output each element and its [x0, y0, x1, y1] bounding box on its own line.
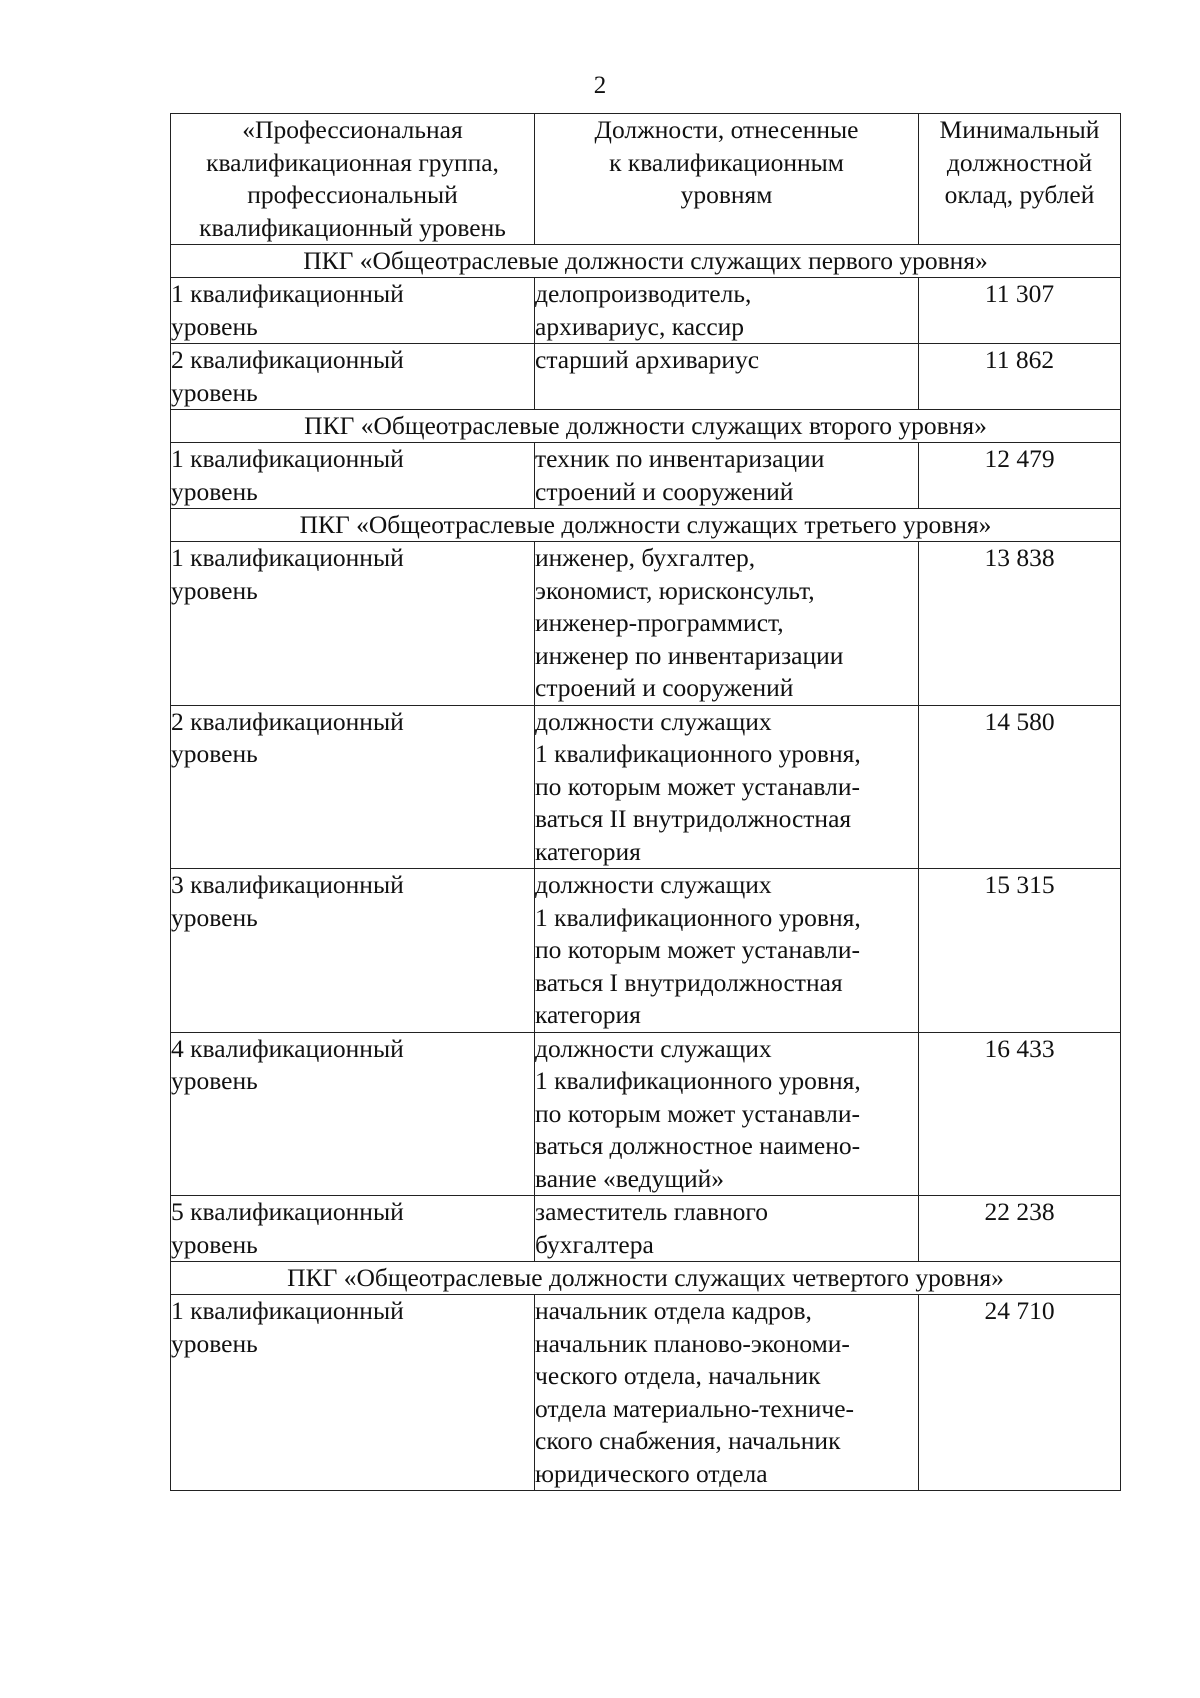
table-row — [171, 344, 1121, 410]
min-salary-cell: 11 862 — [919, 344, 1121, 410]
position-line: по которым может устанавли- — [535, 771, 860, 801]
qualification-level-line: 2 квалификационный — [171, 345, 404, 374]
positions-cell — [535, 869, 919, 1033]
position-line: ваться II внутридолжностная — [535, 804, 852, 833]
group-title: ПКГ «Общеотраслевые должности служащих второго уровня» — [171, 410, 1121, 443]
positions-cell — [535, 443, 919, 509]
group-header-row — [171, 245, 1121, 278]
qualification-level-cell — [171, 278, 535, 344]
position-line: старший архивариус — [535, 345, 760, 374]
qualification-level-line: уровень — [171, 1066, 258, 1095]
qualification-level-cell — [171, 869, 535, 1033]
header-line: Должности, отнесенные — [594, 115, 859, 144]
table-row — [171, 1295, 1121, 1491]
header-line: уровням — [680, 180, 773, 209]
qualification-level-line: 5 квалификационный — [171, 1197, 404, 1226]
header-qualification-group — [171, 114, 535, 245]
header-line: квалификационный уровень — [199, 212, 506, 242]
qualification-level-cell — [171, 1196, 535, 1262]
page-number: 2 — [593, 72, 607, 99]
group-title: ПКГ «Общеотраслевые должности служащих первого уровня» — [171, 245, 1121, 278]
group-title: ПКГ «Общеотраслевые должности служащих четвертого уровня» — [171, 1262, 1121, 1295]
qualification-level-line: 1 квалификационный — [171, 1296, 404, 1325]
position-line: ского снабжения, начальник — [535, 1426, 841, 1455]
salary-table — [170, 113, 1121, 1491]
table-header-row — [171, 114, 1121, 245]
qualification-level-cell — [171, 344, 535, 410]
positions-cell — [535, 1295, 919, 1491]
min-salary-cell: 24 710 — [919, 1295, 1121, 1491]
header-line: Минимальный — [939, 115, 1100, 144]
qualification-level-cell — [171, 705, 535, 869]
position-line: категория — [535, 836, 641, 866]
position-line: вание «ведущий» — [535, 1163, 725, 1193]
header-min-salary — [919, 114, 1121, 245]
group-title: ПКГ «Общеотраслевые должности служащих третьего уровня» — [171, 509, 1121, 542]
header-line: квалификационная группа, — [206, 147, 499, 177]
min-salary-cell: 12 479 — [919, 443, 1121, 509]
group-header-row — [171, 509, 1121, 542]
header-positions — [535, 114, 919, 245]
qualification-level-line: уровень — [171, 1229, 258, 1259]
position-line: юридического отдела — [535, 1458, 768, 1488]
table-row — [171, 705, 1121, 869]
qualification-level-line: 4 квалификационный — [171, 1033, 404, 1063]
qualification-level-line: уровень — [171, 377, 258, 407]
position-line: строений и сооружений — [535, 673, 794, 702]
table-row — [171, 1032, 1121, 1196]
min-salary-cell: 22 238 — [919, 1196, 1121, 1262]
position-line: инженер-программист, — [535, 608, 784, 637]
table-body — [171, 245, 1121, 1491]
position-line: бухгалтера — [535, 1229, 654, 1259]
qualification-level-line: 1 квалификационный — [171, 279, 404, 308]
positions-cell — [535, 705, 919, 869]
qualification-level-line: 3 квалификационный — [171, 870, 404, 899]
table-row — [171, 443, 1121, 509]
position-line: ваться должностное наимено- — [535, 1131, 861, 1160]
position-line: 1 квалификационного уровня, — [535, 902, 861, 932]
positions-cell — [535, 1196, 919, 1262]
position-line: категория — [535, 1000, 641, 1029]
qualification-level-line: 1 квалификационный — [171, 543, 404, 572]
qualification-level-line: 2 квалификационный — [171, 706, 404, 736]
qualification-level-line: уровень — [171, 902, 258, 932]
header-line: оклад, рублей — [944, 180, 1095, 209]
position-line: отдела материально-техниче- — [535, 1393, 854, 1423]
min-salary-cell: 15 315 — [919, 869, 1121, 1033]
position-line: строений и сооружений — [535, 476, 794, 506]
table-row — [171, 542, 1121, 706]
qualification-level-line: уровень — [171, 575, 258, 605]
group-header-row — [171, 410, 1121, 443]
header-line: профессиональный — [247, 180, 458, 209]
positions-cell — [535, 1032, 919, 1196]
position-line: по которым может устанавли- — [535, 1098, 860, 1128]
position-line: ческого отдела, начальник — [535, 1361, 821, 1390]
position-line: 1 квалификационного уровня, — [535, 1066, 861, 1095]
table-row — [171, 869, 1121, 1033]
min-salary-cell: 16 433 — [919, 1032, 1121, 1196]
position-line: инженер, бухгалтер, — [535, 543, 756, 572]
qualification-level-cell — [171, 443, 535, 509]
positions-cell — [535, 278, 919, 344]
positions-cell — [535, 344, 919, 410]
position-line: по которым может устанавли- — [535, 935, 860, 964]
min-salary-cell: 14 580 — [919, 705, 1121, 869]
qualification-level-cell — [171, 1032, 535, 1196]
position-line: 1 квалификационного уровня, — [535, 739, 861, 768]
min-salary-cell: 11 307 — [919, 278, 1121, 344]
position-line: должности служащих — [535, 1033, 772, 1063]
qualification-level-cell — [171, 542, 535, 706]
min-salary-cell: 13 838 — [919, 542, 1121, 706]
qualification-level-line: уровень — [171, 311, 258, 341]
group-header-row — [171, 1262, 1121, 1295]
position-line: заместитель главного — [535, 1197, 768, 1226]
position-line: инженер по инвентаризации — [535, 640, 844, 670]
header-line: к квалификационным — [609, 147, 844, 177]
position-line: экономист, юрисконсульт, — [535, 575, 815, 605]
position-line: начальник планово-экономи- — [535, 1328, 850, 1358]
positions-cell — [535, 542, 919, 706]
position-line: архивариус, кассир — [535, 311, 745, 341]
header-line: должностной — [946, 147, 1093, 177]
position-line: должности служащих — [535, 706, 772, 736]
qualification-level-cell — [171, 1295, 535, 1491]
position-line: должности служащих — [535, 870, 772, 899]
table-row — [171, 278, 1121, 344]
table-row — [171, 1196, 1121, 1262]
header-line: «Профессиональная — [242, 115, 463, 144]
position-line: начальник отдела кадров, — [535, 1296, 812, 1325]
position-line: техник по инвентаризации — [535, 444, 825, 473]
position-line: делопроизводитель, — [535, 279, 752, 308]
qualification-level-line: уровень — [171, 476, 258, 506]
qualification-level-line: 1 квалификационный — [171, 444, 404, 473]
qualification-level-line: уровень — [171, 739, 258, 768]
qualification-level-line: уровень — [171, 1328, 258, 1358]
position-line: ваться I внутридолжностная — [535, 967, 843, 997]
